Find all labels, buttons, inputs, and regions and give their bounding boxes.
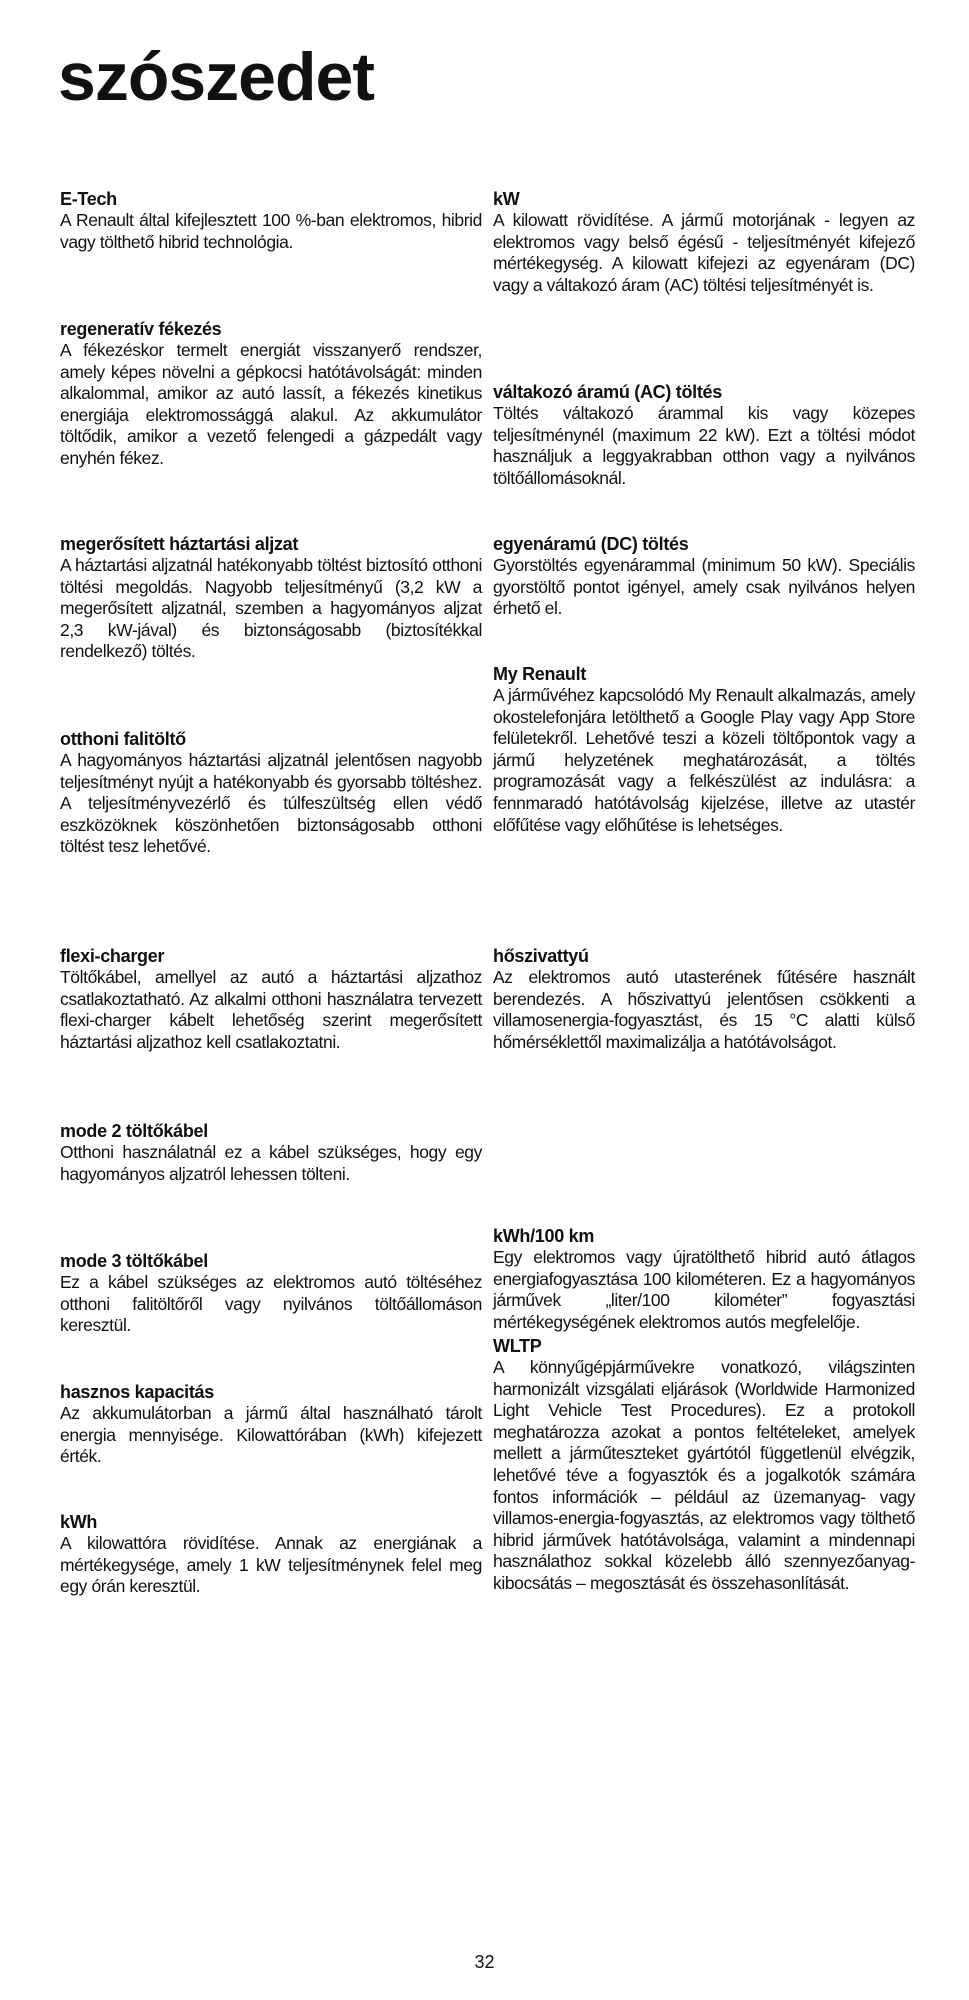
glossary-entry [60,945,482,1053]
definition: A Renault által kifejlesztett 100 %-ban elektromos, hibrid vagy tölthető hibrid technológia. [60,210,482,252]
term: mode 2 töltőkábel [60,1121,208,1141]
definition: A járművéhez kapcsolódó My Renault alkalmazás, amely okostelefonjára letölthető a Google Play vagy App Store felületekről. Lehetővé teszi a közeli töltőpontok vagy a jármű helyzetének meghatározását, a töltés programozását vagy a felkészülést az indulásra: a fennmaradó hatótávolság kijelzése, illetve az utastér előfűtése vagy előhűtése is lehetséges. [493,685,915,835]
definition: Ez a kábel szükséges az elektromos autó töltéséhez otthoni falitöltőről vagy nyilvános töltőállomáson keresztül. [60,1272,482,1336]
term: My Renault [493,664,587,684]
term: otthoni falitöltő [60,729,186,749]
glossary-entry [60,1511,482,1598]
term: kWh/100 km [493,1226,595,1246]
term: E-Tech [60,189,117,209]
term: flexi-charger [60,946,165,966]
glossary-entry [60,1381,482,1468]
glossary-entry [493,381,915,489]
term: kWh [60,1512,98,1532]
glossary-entry [493,188,915,296]
term: hasznos kapacitás [60,1382,214,1402]
glossary-entry [493,533,915,620]
definition: Egy elektromos vagy újratölthető hibrid autó átlagos energiafogyasztása 100 kilométeren. Ez a hagyományos járművek „liter/100 kilométer” fogyasztási mértékegységének elektromos autós megfelelője. [493,1247,915,1332]
glossary-entry [60,533,482,663]
definition: A könnyűgépjárművekre vonatkozó, világszinten harmonizált vizsgálati eljárások (Worldwide Harmonized Light Vehicle Test Procedures). Ez a protokoll meghatározza azokat a pontos feltételeket, amelyek mellett a járműteszteket gyártótól függetlenül elvégzik, lehetővé téve a fogyasztók és a jogalkotók számára fontos információk – például az üzemanyag- vagy villamos-energia-fogyasztás, az elektromos vagy tölthető hibrid járművek hatótávolsága, valamint a mindennapi használathoz sokkal közelebb álló szennyezőanyag-kibocsátás – megosztását és összehasonlítását. [493,1357,915,1593]
term: egyenáramú (DC) töltés [493,534,689,554]
term: kW [493,189,520,209]
glossary-entry [60,188,482,253]
page-title: szószedet [58,39,374,115]
definition: A fékezéskor termelt energiát visszanyerő rendszer, amely képes növelni a gépkocsi hatótávolságát: minden alkalommal, amikor az autó lassít, a fékezés kinetikus energiája elektromossággá alakul. Az akkumulátor töltődik, amikor a vezető felengedi a gázpedált vagy enyhén fékez. [60,340,482,468]
page-number: 32 [474,1952,495,1972]
term: regeneratív fékezés [60,319,222,339]
definition: A hagyományos háztartási aljzatnál jelentősen nagyobb teljesítményt nyújt a hatékonyabb és gyorsabb töltéshez. A teljesítményvezérlő és túlfeszültség ellen védő eszközöknek köszönhetően biztonságosabb otthoni töltést tesz lehetővé. [60,750,482,857]
term: megerősített háztartási aljzat [60,534,299,554]
term: váltakozó áramú (AC) töltés [493,382,722,402]
glossary-entry [493,945,915,1053]
glossary-entry [60,728,482,858]
term: WLTP [493,1336,542,1356]
definition: Gyorstöltés egyenárammal (minimum 50 kW). Speciális gyorstöltő pontot igényel, amely csak nyilvános helyen érhető el. [493,555,915,619]
definition: Töltőkábel, amellyel az autó a háztartási aljzathoz csatlakoztatható. Az alkalmi otthoni használatra tervezett flexi-charger kábelt lehetőség szerint megerősített háztartási aljzathoz kell csatlakoztatni. [60,967,482,1052]
glossary-entry [60,318,482,470]
glossary-entry [493,1225,915,1333]
definition: Az elektromos autó utasterének fűtésére használt berendezés. A hőszivattyú jelentősen csökkenti a villamosenergia-fogyasztást, és 15 °C alatti külső hőmérséklettől maximalizálja a hatótávolságot. [493,967,915,1052]
definition: A kilowattóra rövidítése. Annak az energiának a mértékegysége, amely 1 kW teljesítménynek felel meg egy órán keresztül. [60,1533,482,1597]
definition: Töltés váltakozó árammal kis vagy közepes teljesítménynél (maximum 22 kW). Ezt a töltési módot használjuk a leggyakrabban otthon vagy a nyilvános töltőállomásoknál. [493,403,915,488]
term: hőszivattyú [493,946,589,966]
glossary-entry [493,1335,915,1595]
glossary-entry [60,1120,482,1185]
definition: A háztartási aljzatnál hatékonyabb töltést biztosító otthoni töltési megoldás. Nagyobb teljesítményű (3,2 kW a megerősített aljzatnál, szemben a hagyományos aljzat 2,3 kW-jával) és biztonságosabb (biztosítékkal rendelkező) töltés. [60,555,482,662]
glossary-entry [493,663,915,836]
definition: Az akkumulátorban a jármű által használható tárolt energia mennyisége. Kilowattórában (kWh) kifejezett érték. [60,1403,482,1467]
definition: A kilowatt rövidítése. A jármű motorjának - legyen az elektromos vagy belső égésű - teljesítményét kifejező mértékegység. A kilowatt kifejezi az egyenáram (DC) vagy a váltakozó áram (AC) töltési teljesítményét is. [493,210,915,295]
term: mode 3 töltőkábel [60,1251,208,1271]
glossary-entry [60,1250,482,1337]
definition: Otthoni használatnál ez a kábel szükséges, hogy egy hagyományos aljzatról lehessen tölteni. [60,1142,482,1184]
